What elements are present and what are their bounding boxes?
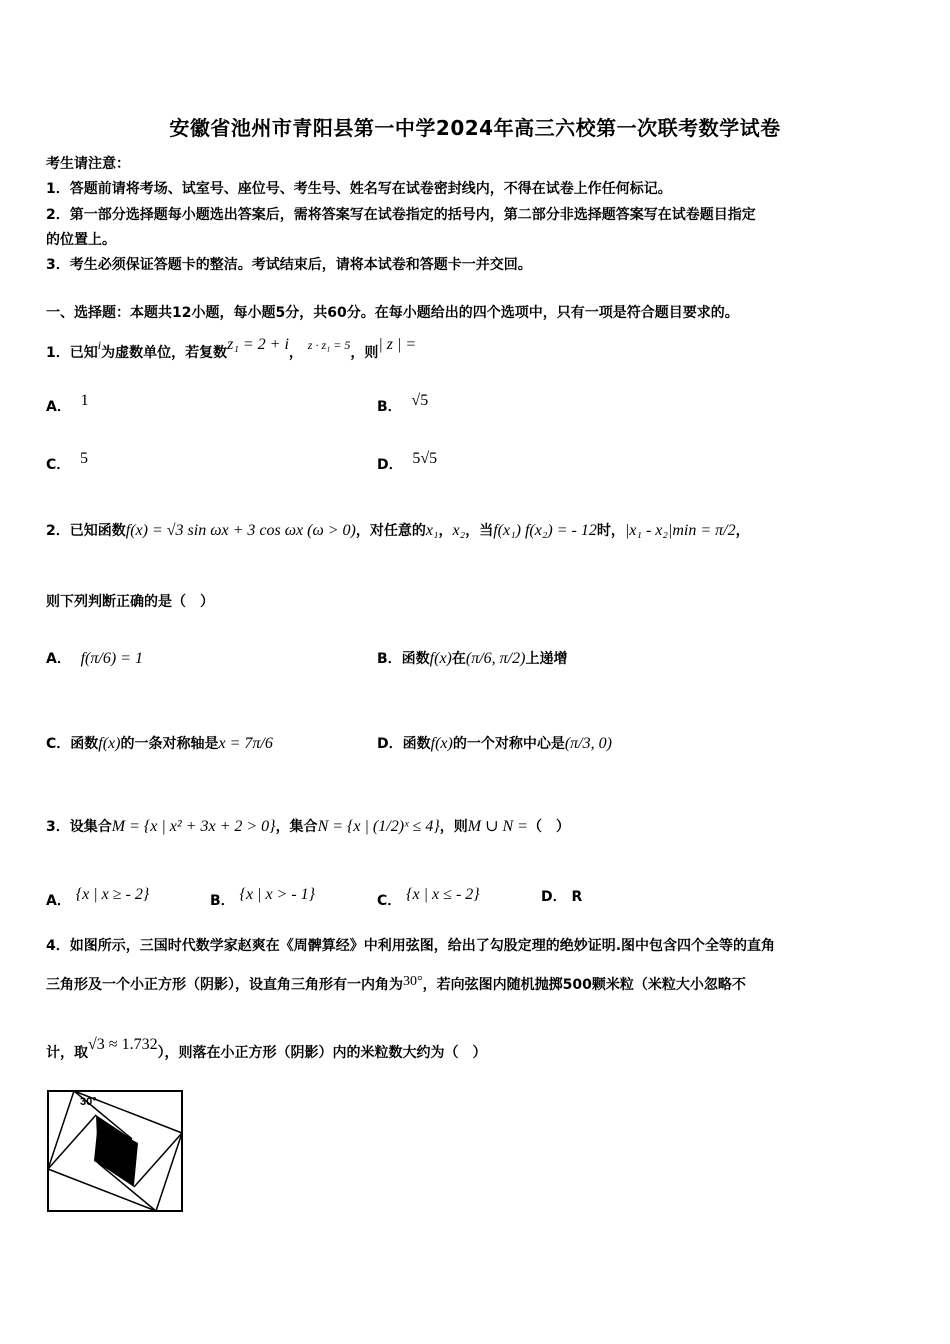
q2-option-a	[46, 648, 143, 668]
option-value: x = 7π/6	[218, 735, 273, 752]
option-value: 5	[80, 450, 89, 467]
option-value: √5	[411, 392, 429, 409]
q3-ask: M ∪ N =	[467, 818, 528, 835]
q2-func: f(x) = √3 sin ωx + 3 cos ωx (ω > 0)	[125, 522, 356, 539]
option-value: 1	[80, 392, 89, 409]
option-label: A．	[46, 651, 71, 667]
q1-z1: z₁ = 2 + i	[227, 336, 289, 353]
option-func: f(x)	[429, 650, 452, 667]
option-label: B．函数	[377, 651, 430, 667]
q1-i: i	[97, 338, 102, 352]
q2-cond: f(x₁) f(x₂) = - 12	[493, 522, 597, 539]
option-value: {x | x > - 1}	[239, 886, 316, 903]
q4-line3	[46, 1036, 487, 1062]
q2-prefix: 2．已知函数	[46, 523, 126, 539]
q3-option-b	[210, 886, 315, 910]
notice-item-2-cont: 的位置上。	[46, 232, 116, 248]
option-mid: 的一个对称中心是	[452, 736, 565, 752]
option-label: B．	[377, 399, 402, 415]
notice-item-2: 2．第一部分选择题每小题选出答案后，需将答案写在试卷指定的括号内，第二部分非选择题答案写在试卷题目指定	[46, 207, 756, 223]
q4-line2	[46, 974, 746, 994]
q1-option-d	[377, 450, 437, 474]
q1-mid1: 为虚数单位，若复数	[101, 345, 228, 361]
option-label: B．	[210, 893, 235, 909]
option-mid: 的一条对称轴是	[120, 736, 219, 752]
q2-x1: x₁	[425, 522, 439, 539]
option-label: A．	[46, 399, 71, 415]
q2-line2: 则下列判断正确的是（ ）	[46, 594, 214, 610]
option-value: (π/3, 0)	[564, 735, 612, 752]
option-label: D．	[541, 889, 567, 905]
question-2	[46, 520, 750, 540]
q3-set-m: M = {x | x² + 3x + 2 > 0}	[111, 818, 276, 835]
zhao-shuang-diagram	[46, 1089, 186, 1215]
option-end: 上递增	[525, 651, 568, 667]
q3-end: （ ）	[527, 819, 570, 835]
q1-ask: | z | =	[378, 336, 417, 353]
option-value: {x | x ≥ - 2}	[75, 886, 150, 903]
q4-line3b: ），则落在小正方形（阴影）内的米粒数大约为（ ）	[157, 1045, 487, 1061]
notice-item-1: 1．答题前请将考场、试室号、座位号、考生号、姓名写在试卷密封线内，不得在试卷上作任何标记。	[46, 181, 672, 197]
notice-heading: 考生请注意：	[46, 156, 130, 172]
option-label: C．	[46, 457, 71, 473]
q2-mid3: 时，	[596, 523, 625, 539]
option-value: 5√5	[412, 450, 438, 467]
q1-comma: ，	[288, 345, 303, 361]
option-label: A．	[46, 893, 71, 909]
q4-line2b: ，若向弦图内随机抛掷500颗米粒（米粒大小忽略不	[422, 977, 746, 993]
question-3	[46, 816, 570, 836]
q2-option-c	[46, 733, 273, 753]
q2-comma: ，	[438, 523, 453, 539]
q3-mid: ，集合	[275, 819, 318, 835]
q2-x2: x₂	[452, 522, 466, 539]
option-func: f(x)	[430, 735, 453, 752]
q3-mid2: ，则	[439, 819, 468, 835]
question-1	[46, 336, 416, 362]
option-label: D．函数	[377, 736, 431, 752]
q4-angle: 30°	[403, 974, 423, 989]
q2-option-d	[377, 733, 612, 753]
q1-option-a	[46, 392, 89, 416]
q4-line2a: 三角形及一个小正方形（阴影），设直角三角形有一内角为	[46, 977, 403, 993]
q4-approx: √3 ≈ 1.732	[88, 1036, 158, 1053]
q1-mid2: ，则	[350, 345, 379, 361]
q3-set-n: N = {x | (1/2)ˣ ≤ 4}	[317, 818, 440, 835]
q3-option-a	[46, 886, 149, 910]
q2-cond2: |x₁ - x₂|min = π/2	[624, 522, 736, 539]
option-value: (π/6, π/2)	[465, 650, 526, 667]
option-value: {x | x ≤ - 2}	[406, 886, 480, 903]
page-title: 安徽省池州市青阳县第一中学2024年高三六校第一次联考数学试卷	[169, 116, 781, 140]
option-value: R	[571, 889, 583, 905]
q1-cond: z · z₁ = 5	[307, 338, 351, 352]
q1-option-b	[377, 392, 428, 416]
option-func: f(x)	[98, 735, 121, 752]
q2-mid2: ，当	[465, 523, 494, 539]
q2-mid1: ，对任意的	[355, 523, 426, 539]
option-label: D．	[377, 457, 403, 473]
option-mid: 在	[451, 651, 466, 667]
angle-label: 30°	[80, 1096, 97, 1108]
option-label: C．	[377, 893, 402, 909]
section-heading: 一、选择题：本题共12小题，每小题5分，共60分。在每小题给出的四个选项中，只有一项是符合题目要求的。	[46, 305, 739, 321]
q1-option-c	[46, 450, 88, 474]
q4-line1: 4．如图所示，三国时代数学家赵爽在《周髀算经》中利用弦图，给出了勾股定理的绝妙证明.图中包含四个全等的直角	[46, 938, 776, 954]
q1-prefix: 1．已知	[46, 345, 98, 361]
q3-prefix: 3．设集合	[46, 819, 112, 835]
q3-option-c	[377, 886, 480, 910]
q3-option-d	[541, 886, 582, 906]
q2-end: ，	[735, 523, 750, 539]
q4-line3a: 计，取	[46, 1045, 88, 1061]
q2-option-b	[377, 648, 567, 668]
option-value: f(π/6) = 1	[80, 650, 143, 667]
notice-item-3: 3．考生必须保证答题卡的整洁。考试结束后，请将本试卷和答题卡一并交回。	[46, 257, 532, 273]
option-label: C．函数	[46, 736, 99, 752]
